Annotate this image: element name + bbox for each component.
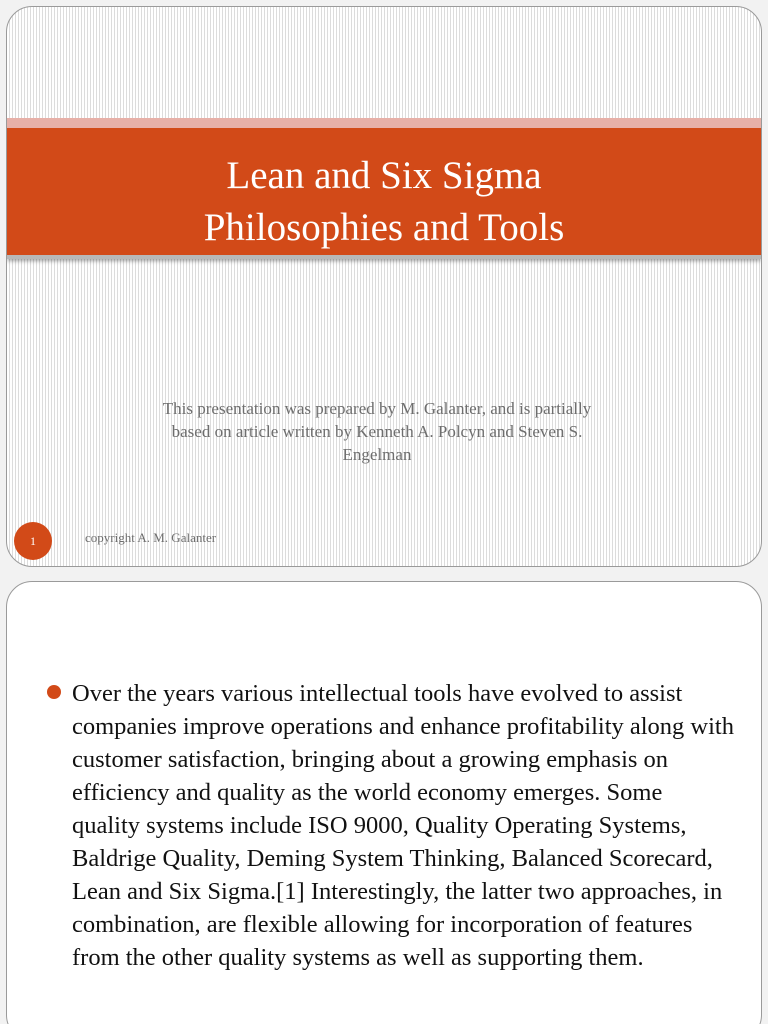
title-slide [6,6,762,567]
subtitle-line-3: Engelman [342,445,412,464]
content-slide [6,581,762,1024]
slide-title [7,150,761,254]
copyright-footer: copyright A. M. Galanter [85,530,217,545]
title-band-top-stripe [7,118,761,128]
bullet-item [45,677,735,974]
title-line-2: Philosophies and Tools [203,206,565,249]
slide-number-badge: 1 [14,522,52,560]
bullet-text: Over the years various intellectual tools have evolved to assist companies improve operations and enhance profitability along with customer satisfaction, bringing about a growing emphasis on efficiency and quality as the world economy emerges. Some quality systems include ISO 9000, Quality Operating Systems, Baldrige Quality, Deming System Thinking, Balanced Scorecard, Lean and Six Sigma.[1] Interestingly, the latter two approaches, in combination, are flexible allowing for incorporation of features from the other quality systems as well as supporting them. [72,680,734,971]
subtitle-line-2: based on article written by Kenneth A. Polcyn and Steven S. [171,422,583,441]
subtitle-line-1: This presentation was prepared by M. Galanter, and is partially [162,399,592,418]
title-band-bottom-stripe [7,255,761,259]
bullet-dot-icon [47,685,61,699]
slide-subtitle [127,397,627,466]
title-line-1: Lean and Six Sigma [226,154,542,197]
